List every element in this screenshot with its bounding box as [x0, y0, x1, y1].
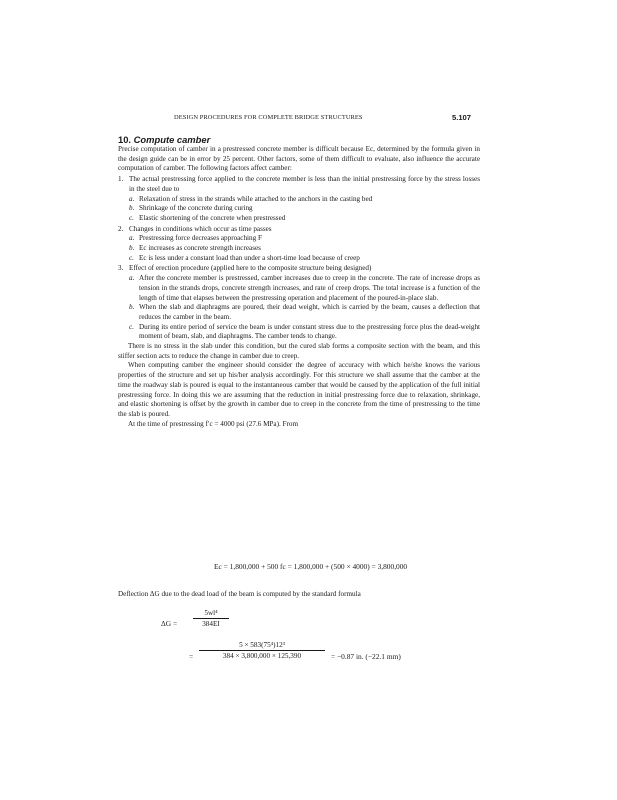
- sub-label: c.: [129, 322, 134, 331]
- sub-text: Relaxation of stress in the strands while attached to the anchors in the casting bed: [139, 194, 373, 203]
- equation-value-fraction: [199, 641, 325, 660]
- factor-list: [118, 175, 480, 342]
- list-item: [118, 264, 480, 274]
- sub-text: After the concrete member is prestressed, camber increases due to creep in the concrete. The rate of increase drops as tension in the strands drops, concrete strength increases, and rate of creep drops. The total increase is a function of the length of time that elapses between the prestressing operation and placement of the poured-in-place slab.: [139, 274, 480, 302]
- list-text: Changes in conditions which occur as time passes: [129, 224, 272, 233]
- sub-item: [129, 234, 480, 244]
- delta-denominator: 384EI: [202, 620, 220, 628]
- sub-label: a.: [129, 234, 135, 243]
- equation-delta-lhs: ΔG =: [161, 619, 178, 628]
- section-heading: [118, 134, 480, 145]
- section-title: Compute camber: [133, 134, 211, 145]
- sub-text: When the slab and diaphragms are poured, their dead weight, which is carried by the beam, causes a deflection that reduces the camber in the beam.: [139, 303, 480, 321]
- sub-label: b.: [129, 244, 135, 253]
- list-item: [118, 225, 480, 235]
- sub-item: [129, 204, 480, 214]
- list-item: [118, 175, 480, 194]
- sub-item: [129, 274, 480, 303]
- sub-item: [129, 195, 480, 205]
- list-number: 1.: [118, 175, 124, 184]
- sub-text: Prestressing force decreases approaching F: [139, 234, 262, 243]
- value-denominator: 384 × 3,800,000 × 125,390: [222, 652, 302, 660]
- sub-label: c.: [129, 213, 134, 222]
- running-header: DESIGN PROCEDURES FOR COMPLETE BRIDGE STRUCTURES: [174, 114, 363, 121]
- page-body: [118, 134, 480, 429]
- paragraph-prestressing: At the time of prestressing f′c = 4000 psi (27.6 MPa). From: [128, 419, 299, 428]
- equation-ec: Ec = 1,800,000 + 500 fc = 1,800,000 + (500 × 4000) = 3,800,000: [214, 562, 408, 571]
- sub-label: c.: [129, 253, 134, 262]
- sub-text: Shrinkage of the concrete during curing: [139, 204, 253, 213]
- sub-item: [129, 244, 480, 254]
- sub-text: During its entire period of service the beam is under constant stress due to the prestressing force plus the dead-weight moment of beam, slab, and diaphragms. The camber tends to change.: [139, 322, 480, 341]
- sub-text: Ec increases as concrete strength increases: [139, 244, 261, 253]
- sub-label: a.: [129, 194, 135, 203]
- delta-numerator: 5wl⁴: [193, 609, 229, 619]
- value-numerator: 5 × 583(75⁴)12³: [199, 641, 325, 651]
- page-number: 5.107: [452, 113, 472, 122]
- list-number: 2.: [118, 224, 124, 233]
- paragraph-camber: When computing camber the engineer should consider the degree of accuracy with which he/she knows the various properties of the structure and set up his/her analysis accordingly. For this structure we shall assume that the camber at the time the roadway slab is poured is equal to the instantaneous camber that would be caused by the application of the full initial prestressing force. In doing this we are assuming that the reduction in initial prestressing force due to relaxation, shrinkage, and elastic shortening is offset by the growth in camber due to creep in the concrete from the time of prestressing to the time the slab is poured.: [118, 361, 480, 418]
- sub-item: [129, 323, 480, 342]
- sub-item: [129, 254, 480, 264]
- paragraph-slab: There is no stress in the slab under this condition, but the cured slab forms a composite section with the beam, and this stiffer section acts to reduce the change in camber due to creep.: [118, 342, 480, 360]
- sub-label: b.: [129, 303, 135, 312]
- list-text: The actual prestressing force applied to the concrete member is less than the initial prestressing force by the stress losses in the steel due to: [129, 175, 480, 193]
- sub-item: [129, 214, 480, 224]
- equation-value-lhs: =: [189, 652, 194, 661]
- sub-item: [129, 303, 480, 322]
- intro-paragraph: Precise computation of camber in a prestressed concrete member is difficult because Ec, determined by the formula given in the design guide can be in error by 25 percent. Other factors, some of them difficult to evaluate, also influence the accurate computation of camber. The following factors affect camber:: [118, 145, 480, 173]
- list-number: 3.: [118, 264, 124, 273]
- section-number: 10.: [118, 134, 132, 145]
- equation-delta-fraction: [193, 609, 229, 628]
- sub-text: Ec is less under a constant load than under a short-time load because of creep: [139, 253, 360, 262]
- list-text: Effect of erection procedure (applied here to the composite structure being designed): [129, 264, 372, 273]
- deflection-intro: Deflection ΔG due to the dead load of the beam is computed by the standard formula: [118, 590, 361, 598]
- equation-result: = −0.87 in. (−22.1 mm): [331, 652, 401, 661]
- sub-text: Elastic shortening of the concrete when prestressed: [139, 213, 286, 222]
- sub-label: a.: [129, 274, 135, 283]
- sub-label: b.: [129, 204, 135, 213]
